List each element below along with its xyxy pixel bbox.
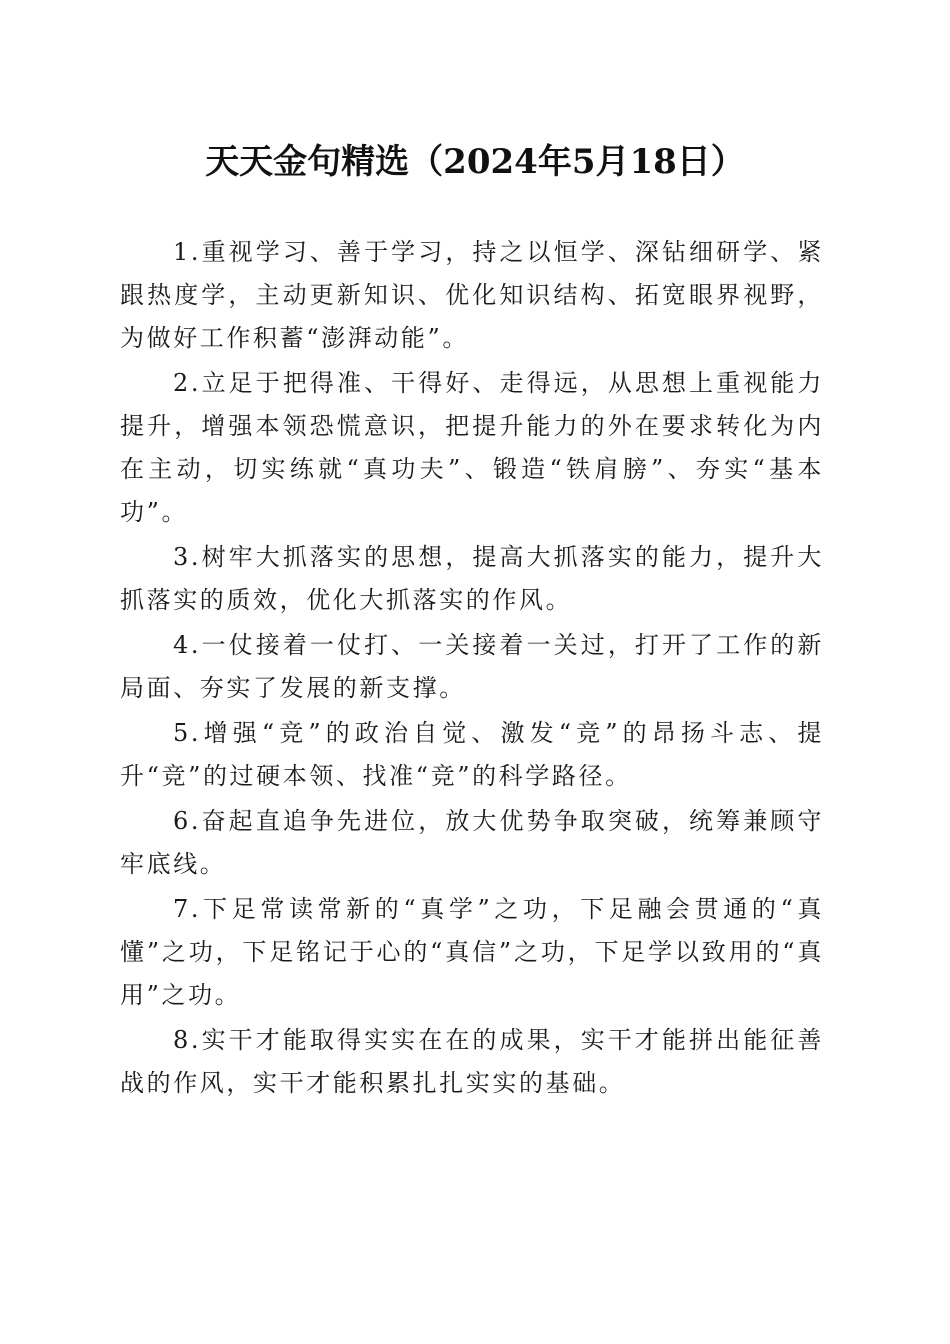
paragraph-5: 5.增强“竞”的政治自觉、激发“竞”的昂扬斗志、提升“竞”的过硬本领、找准“竞”的科学路径。 xyxy=(120,719,824,790)
paragraph-8: 8.实干才能取得实实在在的成果，实干才能拼出能征善战的作风，实干才能积累扎扎实实的基础。 xyxy=(120,1026,824,1097)
document-body xyxy=(120,231,824,1107)
paragraph-4: 4.一仗接着一仗打、一关接着一关过，打开了工作的新局面、夯实了发展的新支撑。 xyxy=(120,631,824,702)
page-title: 天天金句精选（2024年5月18日） xyxy=(205,142,745,182)
paragraph-6: 6.奋起直追争先进位，放大优势争取突破，统筹兼顾守牢底线。 xyxy=(120,807,824,878)
paragraph-3: 3.树牢大抓落实的思想，提高大抓落实的能力，提升大抓落实的质效，优化大抓落实的作风。 xyxy=(120,543,824,614)
paragraph-7: 7.下足常读常新的“真学”之功，下足融会贯通的“真懂”之功，下足铭记于心的“真信”之功，下足学以致用的“真用”之功。 xyxy=(120,895,824,1009)
paragraph-1: 1.重视学习、善于学习，持之以恒学、深钻细研学、紧跟热度学，主动更新知识、优化知识结构、拓宽眼界视野，为做好工作积蓄“澎湃动能”。 xyxy=(120,238,824,352)
paragraph-2: 2.立足于把得准、干得好、走得远，从思想上重视能力提升，增强本领恐慌意识，把提升能力的外在要求转化为内在主动，切实练就“真功夫”、锻造“铁肩膀”、夯实“基本功”。 xyxy=(120,369,824,526)
